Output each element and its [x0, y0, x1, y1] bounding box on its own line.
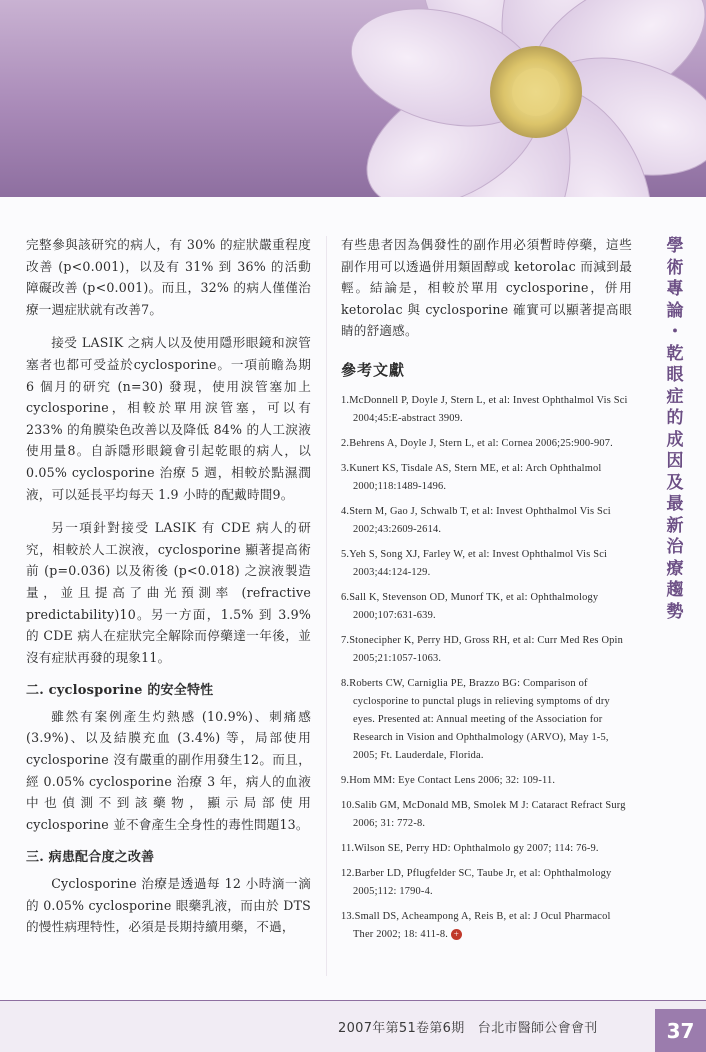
reference-item: 8.Roberts CW, Carniglia PE, Brazzo BG: Comparison of cyclosporine to punctal plugs in relieving symptoms of dry eyes. Presented at: Annual meeting of the Association for Research in Vision and Ophthalmology (ARVO), May 1-5, 2005; Ft. Lauderdale, Florida. — [341, 677, 610, 761]
sidebar-char: 症 — [666, 386, 684, 407]
sidebar-char: 最 — [666, 494, 684, 514]
sidebar-char: 成 — [666, 429, 684, 450]
reference-item: 4.Stern M, Gao J, Schwalb T, et al: Invest Ophthalmol Vis Sci 2002;43:2609-2614. — [341, 505, 611, 535]
header-banner — [0, 0, 706, 197]
reference-item: 13.Small DS, Acheampong A, Reis B, et al: J Ocul Pharmacol Ther 2002; 18: 411-8. + — [341, 910, 611, 940]
sidebar-char: 療 — [666, 558, 684, 579]
paragraph: 有些患者因為偶發性的副作用必須暫時停藥，這些副作用可以透過併用類固醇或 ketorolac 而減到最輕。結論是，相較於單用 cyclosporine，併用 ketorolac 與 cyclosporine 確實可以顯著提高眼睛的舒適感。 — [341, 237, 632, 339]
reference-item: 3.Kunert KS, Tisdale AS, Stern ME, et al: Arch Ophthalmol 2000;118:1489-1496. — [341, 462, 602, 492]
sidebar-char: 論 — [666, 300, 684, 321]
cross-emblem-icon: + — [451, 929, 462, 940]
sidebar-char: 及 — [666, 472, 684, 493]
reference-item: 10.Salib GM, McDonald MB, Smolek M J: Cataract Refract Surg 2006; 31: 772-8. — [341, 799, 626, 829]
sidebar-char: 眼 — [666, 365, 684, 385]
sidebar-char: 乾 — [666, 343, 684, 364]
paragraph: 另一項針對接受 LASIK 有 CDE 病人的研究，相較於人工淚液，cyclosporine 顯著提高術前 (p=0.036) 以及術後 (p<0.018) 之淚液製造量，並且提高了曲光預測率 (refractive predictability)10。另一方面，1.5% 到 3.9% 的 CDE 病人在症狀完全解除而停藥達一年後，並沒有症狀再發的現象11。 — [26, 520, 311, 665]
paragraph: 完整參與該研究的病人，有 30% 的症狀嚴重程度改善 (p<0.001)，以及有 31% 到 36% 的活動障礙改善 (p<0.001)。而且，32% 的病人僅僅治療一週症狀就有改善7。 — [26, 237, 311, 317]
flower-illustration — [0, 0, 706, 197]
references-list — [341, 392, 632, 944]
footer-rule — [0, 1000, 706, 1001]
column-divider — [326, 236, 327, 976]
reference-item: 7.Stonecipher K, Perry HD, Gross RH, et al: Curr Med Res Opin 2005;21:1057-1063. — [341, 634, 624, 664]
sidebar-char: 趨 — [666, 580, 684, 600]
reference-item: 12.Barber LD, Pflugfelder SC, Taube Jr, et al: Ophthalmology 2005;112: 1790-4. — [341, 867, 612, 897]
sidebar-char: 術 — [666, 257, 684, 278]
journal-issue-label: 2007年第51卷第6期 台北市醫師公會會刊 — [338, 1021, 598, 1036]
sidebar-char: 因 — [666, 451, 684, 471]
sidebar-char: 學 — [666, 236, 684, 256]
reference-item: 1.McDonnell P, Doyle J, Stern L, et al: Invest Ophthalmol Vis Sci 2004;45:E-abstract 3909. — [341, 394, 628, 424]
paragraph: Cyclosporine 治療是透過每 12 小時滴一滴的 0.05% cyclosporine 眼藥乳液，而由於 DTS 的慢性病理特性，必須是長期持續用藥，不過， — [26, 876, 311, 935]
section-sidebar-title — [655, 236, 695, 796]
section-heading: 二. cyclosporine 的安全特性 — [26, 683, 214, 699]
reference-item: 11.Wilson SE, Perry HD: Ophthalmolo gy 2007; 114: 76-9. — [341, 842, 599, 854]
references-title: 參考文獻 — [341, 360, 406, 379]
paragraph: 雖然有案例產生灼熱感 (10.9%)、刺痛感 (3.9%)、以及結膜充血 (3.4%) 等，局部使用 cyclosporine 沒有嚴重的副作用發生12。而且，經 0.05% cyclosporine 治療 3 年，病人的血液中也偵測不到該藥物，顯示局部使用 cyclosporine 並不會產生全身性的毒性問題13。 — [26, 708, 311, 832]
sidebar-char: 治 — [666, 537, 684, 557]
reference-item: 2.Behrens A, Doyle J, Stern L, et al: Cornea 2006;25:900-907. — [341, 437, 613, 449]
reference-item: 5.Yeh S, Song XJ, Farley W, et al: Invest Ophthalmol Vis Sci 2003;44:124-129. — [341, 548, 608, 578]
sidebar-char: 的 — [666, 408, 684, 428]
paragraph: 接受 LASIK 之病人以及使用隱形眼鏡和淚管塞者也都可受益於cyclosporine。一項前瞻為期 6 個月的研究 (n=30) 發現，使用淚管塞加上 cyclosporine，相較於單用淚管塞，可以有 233% 的角膜染色改善以及降低 84% 的人工淚液使用量8。自訴隱形眼鏡會引起乾眼的病人，以 0.05% cyclosporine 治療 5 週，相較於點濕潤液，可以延長平均每天 1.9 小時的配戴時間9。 — [26, 335, 311, 502]
sidebar-char: 勢 — [666, 601, 684, 622]
reference-item: 9.Hom MM: Eye Contact Lens 2006; 32: 109-11. — [341, 774, 556, 786]
reference-item: 6.Sall K, Stevenson OD, Munorf TK, et al: Ophthalmology 2000;107:631-639. — [341, 591, 599, 621]
left-column — [26, 234, 311, 938]
section-heading: 三. 病患配合度之改善 — [26, 850, 155, 866]
sidebar-char: ・ — [666, 322, 684, 342]
page-number: 37 — [655, 1009, 706, 1052]
sidebar-char: 新 — [666, 515, 684, 536]
sidebar-char: 專 — [666, 279, 684, 299]
right-column — [341, 234, 632, 951]
